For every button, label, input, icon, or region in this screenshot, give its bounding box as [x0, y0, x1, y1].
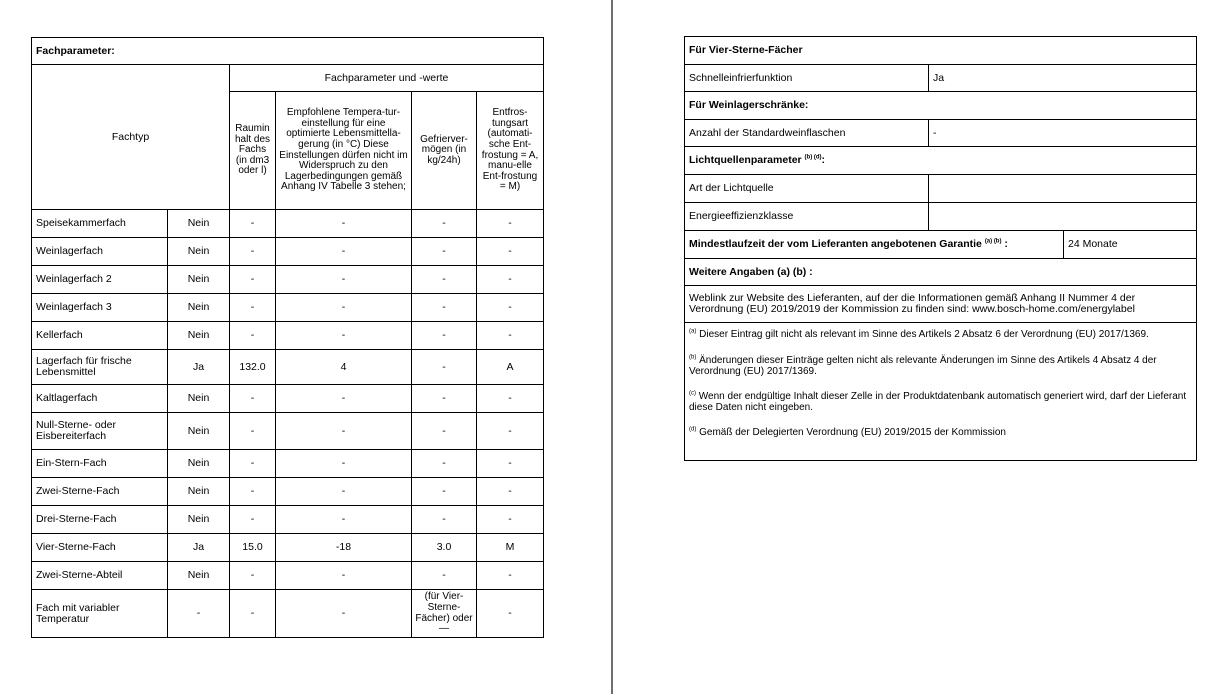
- table-row: [32, 506, 544, 534]
- fach-defrost: -: [477, 294, 544, 322]
- footnote-mark: (d): [689, 426, 697, 433]
- fach-present: Nein: [168, 506, 230, 534]
- fach-freezing: -: [412, 385, 477, 413]
- warranty-label-text: Mindestlaufzeit der vom Lieferanten angebotenen Garantie: [689, 238, 982, 250]
- fach-name: Weinlagerfach 3: [32, 294, 168, 322]
- wine-bottles-label: Anzahl der Standardweinflaschen: [685, 120, 929, 147]
- footnotes: [685, 323, 1197, 461]
- fach-defrost: -: [477, 562, 544, 590]
- footnote-text: Änderungen dieser Einträge gelten nicht als relevante Änderungen im Sinne des Artikels 4 Absatz 4 der Verordnung (EU) 2017/1369.: [689, 355, 1157, 377]
- fach-present: Nein: [168, 266, 230, 294]
- light-type-label: Art der Lichtquelle: [685, 175, 929, 203]
- footnote-mark: (a): [689, 328, 697, 335]
- fach-temperature: -: [276, 385, 412, 413]
- fach-defrost: -: [477, 450, 544, 478]
- group-header: Fachparameter und -werte: [230, 65, 544, 92]
- table-row: [32, 450, 544, 478]
- warranty-marks: (a) (b): [984, 238, 1002, 245]
- warranty-suffix: :: [1004, 238, 1008, 250]
- fach-freezing: -: [412, 294, 477, 322]
- fach-defrost: -: [477, 506, 544, 534]
- table-row: [32, 385, 544, 413]
- fach-defrost: -: [477, 238, 544, 266]
- light-heading-suffix: :: [821, 154, 826, 166]
- fach-freezing: -: [412, 350, 477, 385]
- fach-name: Weinlagerfach 2: [32, 266, 168, 294]
- table-row: [32, 294, 544, 322]
- fach-temperature: -: [276, 294, 412, 322]
- fach-defrost: -: [477, 478, 544, 506]
- fach-temperature: -: [276, 322, 412, 350]
- fach-present: Nein: [168, 210, 230, 238]
- fach-freezing: -: [412, 266, 477, 294]
- fach-present: Nein: [168, 450, 230, 478]
- fach-freezing: -: [412, 450, 477, 478]
- fach-freezing: -: [412, 478, 477, 506]
- fach-present: Nein: [168, 413, 230, 450]
- fach-temperature: -: [276, 562, 412, 590]
- quick-freeze-label: Schnelleinfrierfunktion: [685, 65, 929, 92]
- footnote-text: Gemäß der Delegierten Verordnung (EU) 2019/2015 der Kommission: [699, 427, 1006, 438]
- fach-volume: -: [230, 322, 276, 350]
- col-header-volume: Raumin halt des Fachs (in dm3 oder l): [230, 92, 276, 210]
- fach-temperature: -: [276, 478, 412, 506]
- fach-name: Zwei-Sterne-Abteil: [32, 562, 168, 590]
- fach-defrost: -: [477, 266, 544, 294]
- page-divider: [611, 0, 613, 694]
- fach-temperature: -: [276, 238, 412, 266]
- fach-freezing: -: [412, 322, 477, 350]
- fach-volume: -: [230, 478, 276, 506]
- fach-freezing: (für Vier-Sterne-Fächer) oder —: [412, 590, 477, 638]
- fach-temperature: -: [276, 413, 412, 450]
- footnote-list: [685, 323, 1196, 438]
- fach-present: Nein: [168, 294, 230, 322]
- four-star-heading: Für Vier-Sterne-Fächer: [685, 37, 1197, 65]
- fach-freezing: -: [412, 506, 477, 534]
- fach-name: Drei-Sterne-Fach: [32, 506, 168, 534]
- energy-class-label: Energieeffizienzklasse: [685, 203, 929, 231]
- fach-volume: -: [230, 450, 276, 478]
- table-row: [32, 266, 544, 294]
- table-row: [32, 534, 544, 562]
- fach-volume: -: [230, 266, 276, 294]
- footnote-mark: (c): [689, 390, 696, 397]
- footnote-item: [685, 421, 1196, 438]
- wine-heading: Für Weinlagerschränke:: [685, 92, 1197, 120]
- table-row: [32, 238, 544, 266]
- fach-name: Speisekammerfach: [32, 210, 168, 238]
- col-header-freezing: Gefrierver-mögen (in kg/24h): [412, 92, 477, 210]
- light-heading-marks: (b) (d): [804, 154, 822, 161]
- fach-name: Weinlagerfach: [32, 238, 168, 266]
- fach-present: Nein: [168, 562, 230, 590]
- fach-defrost: -: [477, 385, 544, 413]
- fach-volume: -: [230, 590, 276, 638]
- fach-volume: -: [230, 506, 276, 534]
- fach-volume: 132.0: [230, 350, 276, 385]
- fach-temperature: -: [276, 210, 412, 238]
- table-row: [32, 210, 544, 238]
- fach-temperature: -: [276, 506, 412, 534]
- fach-present: Ja: [168, 350, 230, 385]
- fach-name: Fach mit variabler Temperatur: [32, 590, 168, 638]
- fach-temperature: 4: [276, 350, 412, 385]
- wine-bottles-value: -: [929, 120, 1197, 147]
- fach-temperature: -: [276, 590, 412, 638]
- table-row: [32, 413, 544, 450]
- light-heading: [685, 147, 1197, 175]
- fach-volume: 15.0: [230, 534, 276, 562]
- fach-freezing: 3.0: [412, 534, 477, 562]
- fach-name: Kellerfach: [32, 322, 168, 350]
- footnote-item: [685, 385, 1196, 413]
- fach-temperature: -18: [276, 534, 412, 562]
- light-heading-text: Lichtquellenparameter: [689, 154, 802, 166]
- fach-defrost: -: [477, 210, 544, 238]
- fach-name: Vier-Sterne-Fach: [32, 534, 168, 562]
- footnote-text: Wenn der endgültige Inhalt dieser Zelle in der Produktdatenbank automatisch generiert wird, darf der Lieferant diese Daten nicht eingeben.: [689, 391, 1187, 413]
- fach-name: Lagerfach für frische Lebensmittel: [32, 350, 168, 385]
- table-row: [32, 478, 544, 506]
- fach-defrost: -: [477, 590, 544, 638]
- col-header-defrost: Entfros-tungsart (automati-sche Ent-frostung = A, manu-elle Ent-frostung = M): [477, 92, 544, 210]
- fach-freezing: -: [412, 210, 477, 238]
- fach-volume: -: [230, 294, 276, 322]
- fach-present: Ja: [168, 534, 230, 562]
- table-row: [32, 322, 544, 350]
- additional-info-table: [684, 36, 1197, 461]
- footnote-item: [685, 349, 1196, 377]
- fach-present: Nein: [168, 478, 230, 506]
- fach-present: Nein: [168, 322, 230, 350]
- fach-defrost: A: [477, 350, 544, 385]
- footnote-item: [685, 323, 1196, 340]
- fach-volume: -: [230, 413, 276, 450]
- fachparameter-title: Fachparameter:: [32, 38, 544, 65]
- fach-freezing: -: [412, 413, 477, 450]
- fach-present: -: [168, 590, 230, 638]
- fach-present: Nein: [168, 238, 230, 266]
- fach-rows: [32, 210, 544, 638]
- fach-volume: -: [230, 562, 276, 590]
- weblink-text: Weblink zur Website des Lieferanten, auf der die Informationen gemäß Anhang II Nummer 4 der Verordnung (EU) 2019/2019 der Kommission zu finden sind: www.bosch-home.com/energylabel: [685, 286, 1197, 323]
- table-row: [32, 562, 544, 590]
- fach-freezing: -: [412, 562, 477, 590]
- fach-present: Nein: [168, 385, 230, 413]
- fach-defrost: -: [477, 413, 544, 450]
- warranty-value: 24 Monate: [1064, 231, 1197, 259]
- fach-name: Kaltlagerfach: [32, 385, 168, 413]
- light-type-value: [929, 175, 1197, 203]
- fach-name: Null-Sterne- oder Eisbereiterfach: [32, 413, 168, 450]
- footnote-mark: (b): [689, 354, 697, 361]
- fach-volume: -: [230, 238, 276, 266]
- fach-name: Zwei-Sterne-Fach: [32, 478, 168, 506]
- quick-freeze-value: Ja: [929, 65, 1197, 92]
- fach-volume: -: [230, 385, 276, 413]
- col-header-temperature: Empfohlene Tempera-tur-einstellung für eine optimierte Lebensmittella-gerung (in °C) Diese Einstellungen dürfen nicht im Widerspruch zu den Lagerbedingungen gemäß Anhang IV Tabelle 3 stehen;: [276, 92, 412, 210]
- energy-class-value: [929, 203, 1197, 231]
- fach-volume: -: [230, 210, 276, 238]
- table-row: [32, 590, 544, 638]
- fach-defrost: -: [477, 322, 544, 350]
- footnote-text: Dieser Eintrag gilt nicht als relevant im Sinne des Artikels 2 Absatz 6 der Verordnung (EU) 2017/1369.: [699, 329, 1149, 340]
- fach-temperature: -: [276, 450, 412, 478]
- more-info-heading: Weitere Angaben (a) (b) :: [685, 259, 1197, 286]
- fach-temperature: -: [276, 266, 412, 294]
- warranty-label: [685, 231, 1064, 259]
- fachparameter-table: [31, 37, 544, 638]
- fach-name: Ein-Stern-Fach: [32, 450, 168, 478]
- fachtyp-header: Fachtyp: [32, 65, 230, 210]
- fach-defrost: M: [477, 534, 544, 562]
- table-row: [32, 350, 544, 385]
- fach-freezing: -: [412, 238, 477, 266]
